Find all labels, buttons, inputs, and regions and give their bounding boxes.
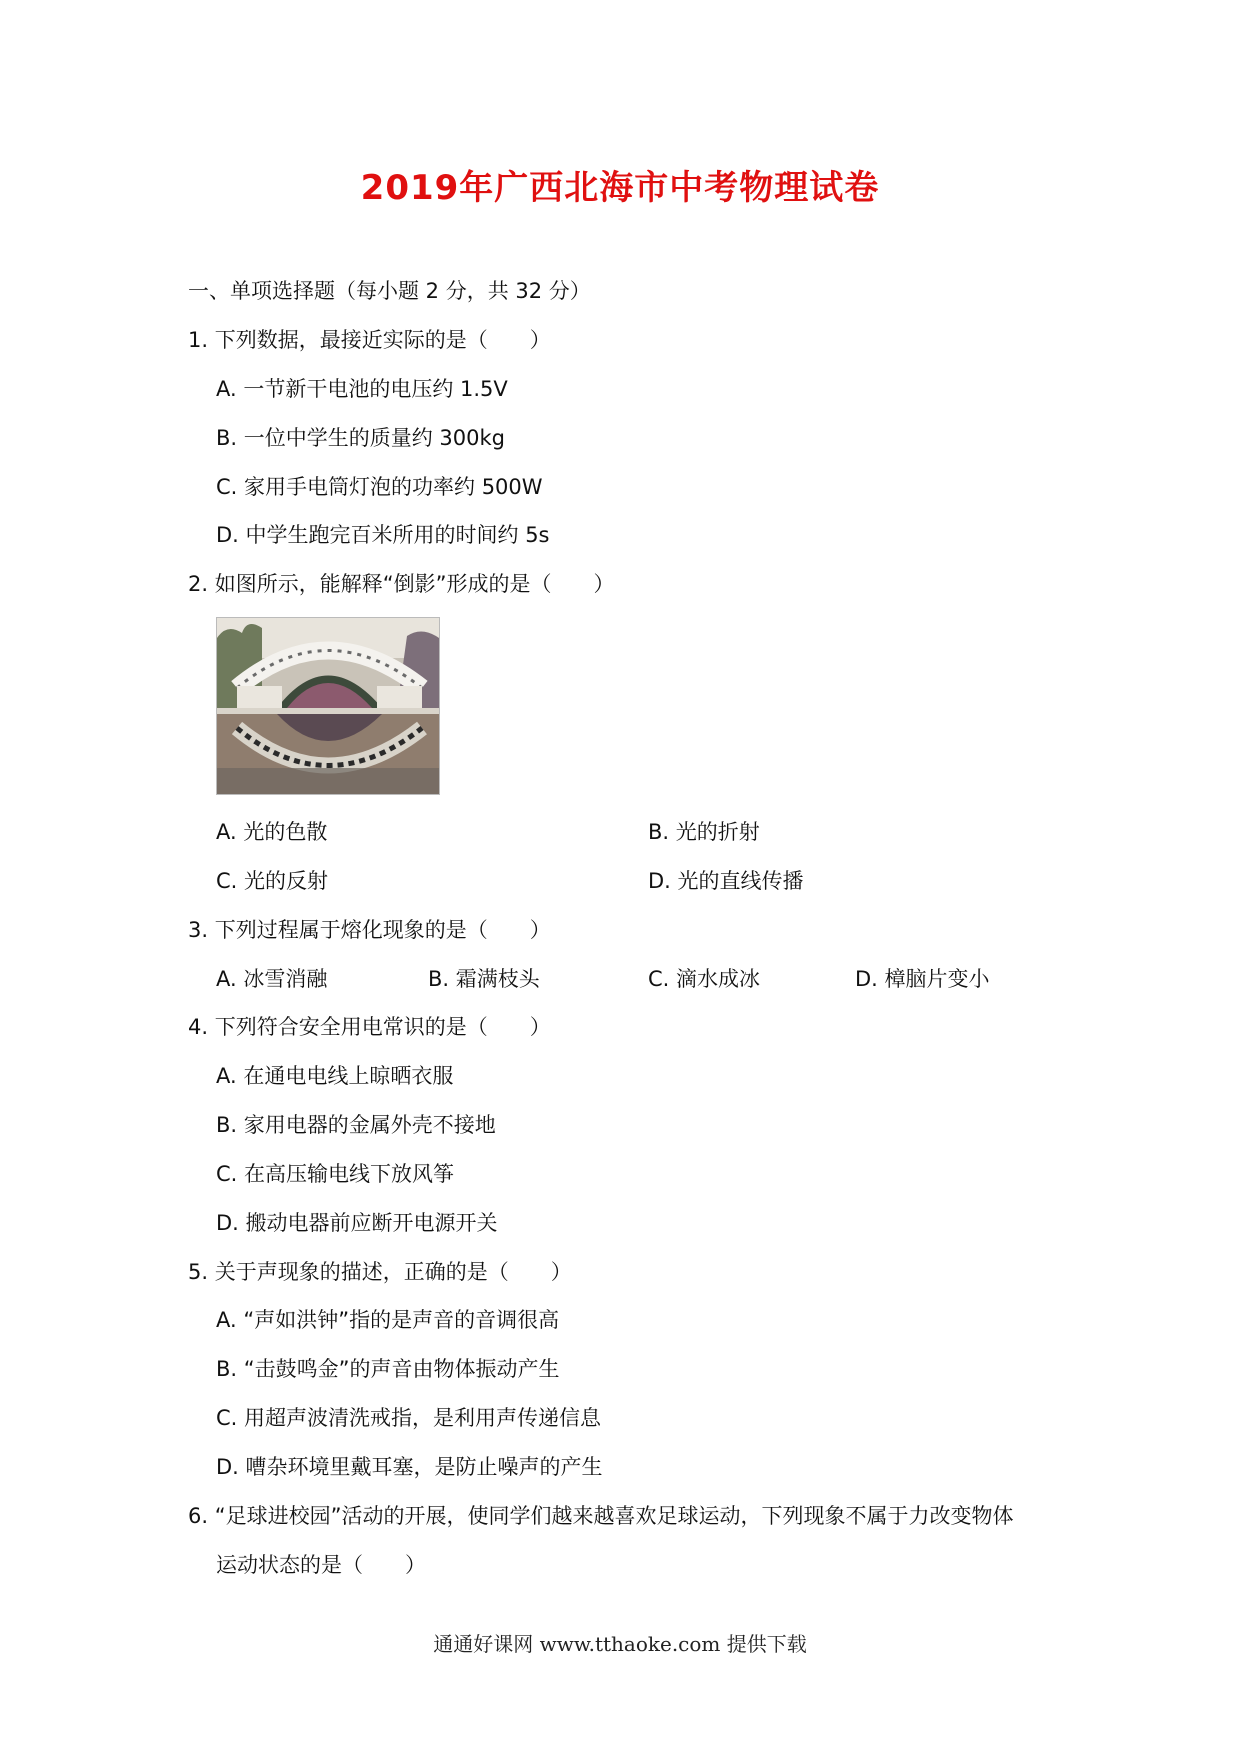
question-3-option-b: B. 霜满枝头	[428, 967, 540, 991]
question-3-option-c: C. 滴水成冰	[648, 967, 761, 991]
question-4-option-c: C. 在高压输电线下放风筝	[216, 1162, 455, 1186]
question-3-option-a: A. 冰雪消融	[216, 967, 328, 991]
exam-title: 2019年广西北海市中考物理试卷	[360, 168, 880, 208]
question-3-option-d: D. 樟脑片变小	[855, 967, 990, 991]
question-2-option-a: A. 光的色散	[216, 820, 328, 844]
question-4-stem: 4. 下列符合安全用电常识的是（ ）	[188, 1015, 551, 1039]
bridge-reflection-photo	[216, 617, 440, 795]
question-1-option-b: B. 一位中学生的质量约 300kg	[216, 426, 506, 450]
question-1-stem: 1. 下列数据，最接近实际的是（ ）	[188, 328, 551, 352]
question-6-stem: 6. “足球进校园”活动的开展，使同学们越来越喜欢足球运动，下列现象不属于力改变物体	[188, 1504, 1014, 1528]
question-4-option-d: D. 搬动电器前应断开电源开关	[216, 1211, 498, 1235]
question-4-option-a: A. 在通电电线上晾晒衣服	[216, 1064, 454, 1088]
question-1-option-a: A. 一节新干电池的电压约 1.5V	[216, 377, 508, 401]
question-1-option-c: C. 家用手电筒灯泡的功率约 500W	[216, 475, 543, 499]
question-5-option-a: A. “声如洪钟”指的是声音的音调很高	[216, 1308, 560, 1332]
question-2-option-c: C. 光的反射	[216, 869, 329, 893]
question-3-stem: 3. 下列过程属于熔化现象的是（ ）	[188, 918, 551, 942]
section-heading: 一、单项选择题（每小题 2 分，共 32 分）	[188, 279, 591, 303]
question-5-option-d: D. 嘈杂环境里戴耳塞，是防止噪声的产生	[216, 1455, 603, 1479]
question-5-stem: 5. 关于声现象的描述，正确的是（ ）	[188, 1260, 572, 1284]
question-2-stem: 2. 如图所示，能解释“倒影”形成的是（ ）	[188, 572, 615, 596]
question-1-option-d: D. 中学生跑完百米所用的时间约 5s	[216, 523, 550, 547]
question-4-option-b: B. 家用电器的金属外壳不接地	[216, 1113, 496, 1137]
question-5-option-c: C. 用超声波清洗戒指，是利用声传递信息	[216, 1406, 602, 1430]
question-5-option-b: B. “击鼓鸣金”的声音由物体振动产生	[216, 1357, 560, 1381]
question-2-option-b: B. 光的折射	[648, 820, 760, 844]
question-2-option-d: D. 光的直线传播	[648, 869, 804, 893]
footer-source: 通通好课网 www.tthaoke.com 提供下载	[433, 1632, 807, 1656]
question-6-stem-continued: 运动状态的是（ ）	[216, 1553, 426, 1577]
